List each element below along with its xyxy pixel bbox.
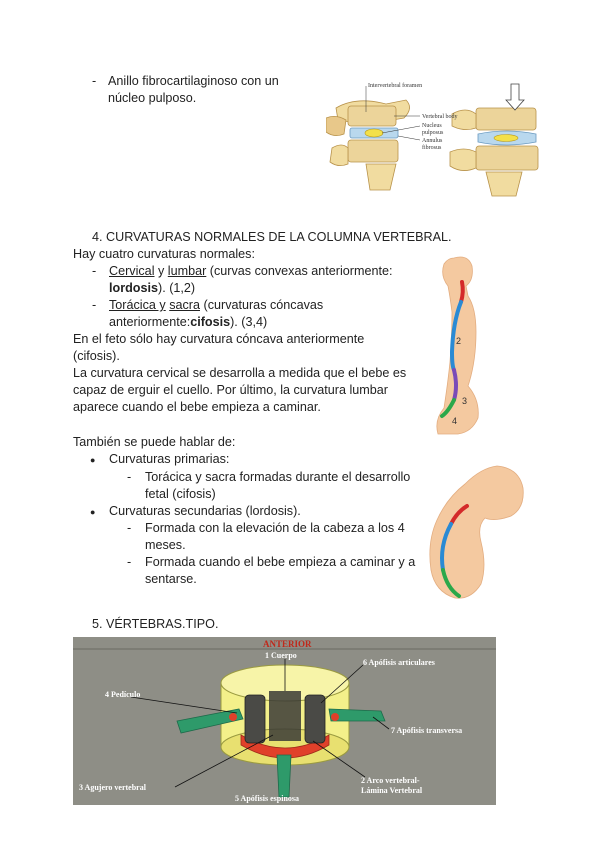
adult-spine-figure	[428, 252, 490, 436]
toracica-term: Torácica y	[109, 298, 166, 312]
bullet1-text: Curvaturas primarias:	[109, 452, 230, 466]
intervertebral-disc-figure	[326, 78, 554, 198]
item2-line2	[109, 314, 267, 330]
item1-rest: (curvas convexas anteriormente:	[206, 264, 393, 278]
label-arco-2: Lámina Vertebral	[361, 786, 423, 795]
label-arco-1: 2 Arco vertebral-	[361, 776, 420, 785]
label-espinosa: 5 Apófisis espinosa	[235, 794, 300, 803]
disc-text-line1: Anillo fibrocartilaginoso con un	[108, 74, 279, 88]
sub3-dash: -	[127, 555, 132, 569]
para1-line2: (cifosis).	[73, 349, 120, 363]
item1-y: y	[154, 264, 168, 278]
bullet2-glyph: ●	[90, 507, 96, 517]
item1-line2	[109, 280, 195, 296]
sub2-line2: meses.	[145, 538, 186, 552]
cervical-curve	[461, 282, 463, 302]
lumbar-term: lumbar	[167, 264, 207, 278]
curve-label-3: 3	[462, 396, 468, 406]
sub2-dash: -	[127, 521, 132, 535]
para2-line1: La curvatura cervical se desarrolla a medida que el bebe es	[73, 366, 407, 380]
sub3-line1: Formada cuando el bebe empieza a caminar y a	[145, 555, 416, 569]
label-vertebral-body: Vertebral body	[422, 114, 458, 120]
sub1-line2: fetal (cifosis)	[145, 487, 216, 501]
anterior-label: ANTERIOR	[263, 639, 312, 649]
label-articulares: 6 Apófisis articulares	[363, 658, 435, 667]
label-agujero: 3 Agujero vertebral	[79, 783, 146, 792]
label-annulus-1: Annulus	[422, 138, 443, 144]
label-annulus-2: fibrosus	[422, 145, 442, 151]
label-nucleus-2: pulposus	[422, 130, 444, 136]
label-pediculo: 4 Pedículo	[105, 690, 141, 699]
bullet2-text: Curvaturas secundarias (lordosis).	[109, 504, 301, 518]
disc-text-line2: núcleo pulposo.	[108, 91, 197, 105]
para1-line1: En el feto sólo hay curvatura cóncava anteriormente	[73, 332, 365, 346]
para2-line3: aparece cuando el bebe empieza a caminar.	[73, 400, 321, 414]
label-cuerpo: 1 Cuerpo	[265, 651, 297, 660]
label-intervertebral-foramen: Intervertebral foramen	[368, 83, 423, 89]
item2-dash: -	[92, 298, 97, 312]
sacra-term: sacra	[169, 298, 200, 312]
item2-line1	[109, 297, 323, 313]
bullet1-glyph: ●	[90, 455, 96, 465]
cervical-term: Cervical	[109, 264, 155, 278]
sub3-line2: sentarse.	[145, 572, 197, 586]
item2-rest: (curvaturas cóncavas	[200, 298, 324, 312]
sub1-line1: Torácica y sacra formadas durante el desarrollo	[145, 470, 411, 484]
curve-label-4: 4	[452, 416, 458, 426]
section4-heading: 4. CURVATURAS NORMALES DE LA COLUMNA VERTEBRAL.	[92, 230, 452, 244]
lordosis-term: lordosis	[109, 281, 158, 295]
compression-arrow-icon	[506, 84, 524, 110]
sub2-line1: Formada con la elevación de la cabeza a los 4	[145, 521, 405, 535]
left-spine-illustration	[326, 100, 410, 190]
para3: También se puede hablar de:	[73, 435, 236, 449]
label-nucleus-1: Nucleus	[422, 123, 442, 129]
lumbar-curve	[454, 370, 456, 400]
vertebral-foramen	[269, 691, 301, 741]
item1-end: ). (1,2)	[158, 281, 196, 295]
item2-end: ). (3,4)	[230, 315, 268, 329]
left-pedicle	[245, 695, 265, 743]
label-transversa: 7 Apófisis transversa	[391, 726, 463, 735]
section4-intro: Hay cuatro curvaturas normales:	[73, 247, 255, 261]
item1-line1	[109, 263, 393, 279]
fetus-spine-figure	[425, 462, 525, 602]
list-dash: -	[92, 74, 97, 88]
item2-line2-pre: anteriormente:	[109, 315, 191, 329]
sub1-dash: -	[127, 470, 132, 484]
section5-heading: 5. VÉRTEBRAS.TIPO.	[92, 617, 219, 631]
cifosis-term: cifosis	[190, 315, 231, 329]
item1-dash: -	[92, 264, 97, 278]
vertebra-diagram	[73, 637, 496, 805]
right-spine-illustration	[450, 108, 538, 196]
para2-line2: capaz de erguir el cuello. Por último, la curvatura lumbar	[73, 383, 388, 397]
curve-label-1: 2	[456, 336, 462, 346]
spinous-process	[277, 755, 291, 797]
